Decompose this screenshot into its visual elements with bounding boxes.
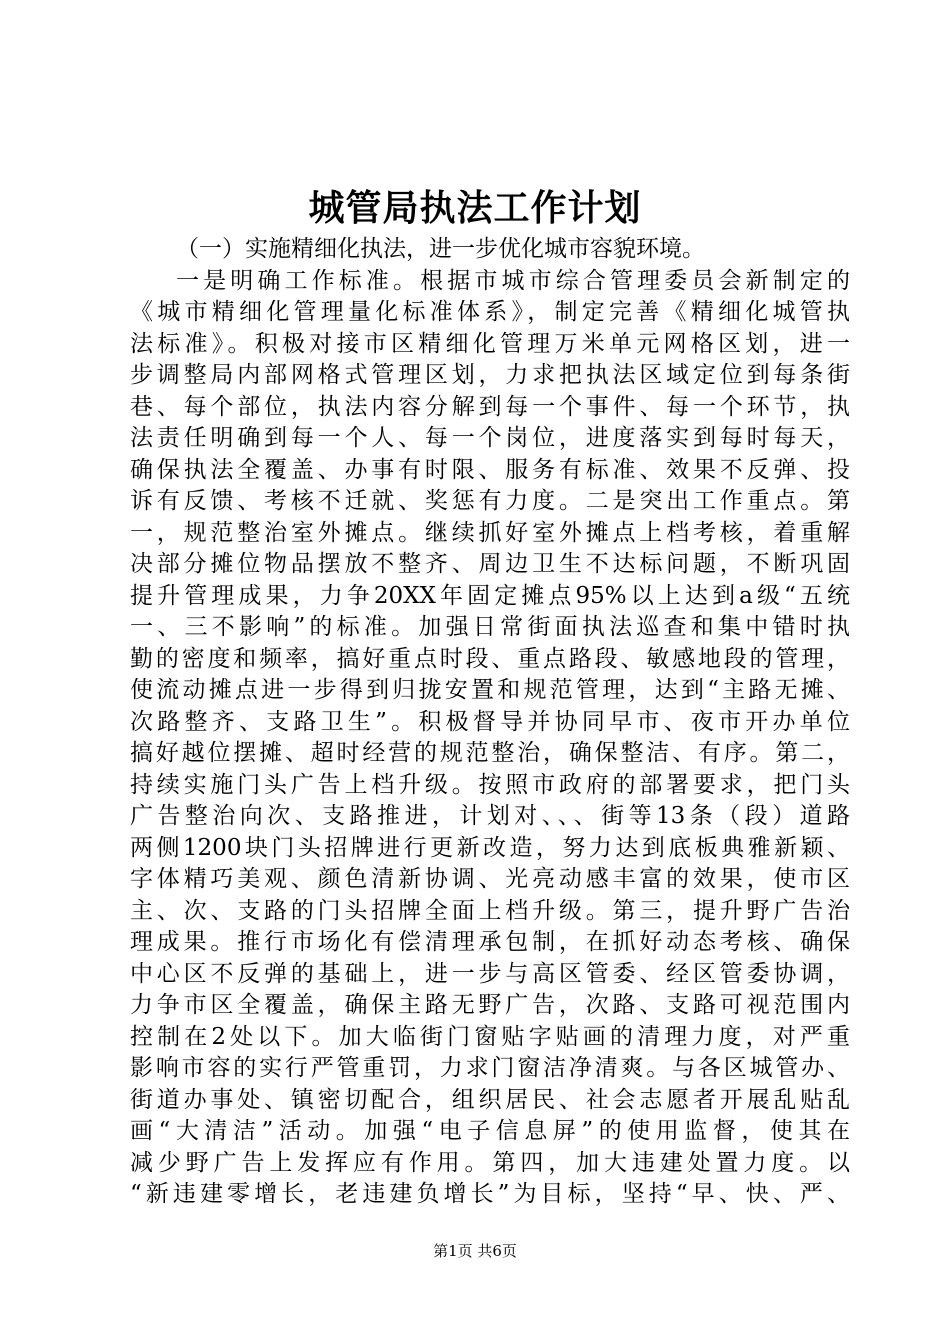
paragraph-line: 巷、每个部位，执法内容分解到每一个事件、每一个环节，执 (130, 393, 850, 420)
paragraph-line: 一、三不影响”的标准。加强日常街面执法巡查和集中错时执 (130, 614, 850, 640)
paragraph-line: 勤的密度和频率，搞好重点时段、重点路段、敏感地段的管理， (130, 645, 850, 672)
paragraph-line: 控制在2处以下。加大临街门窗贴字贴画的清理力度，对严重 (130, 1023, 850, 1050)
paragraph-line: 影响市容的实行严管重罚，力求门窗洁净清爽。与各区城管办、 (130, 1055, 850, 1081)
paragraph-line: 中心区不反弹的基础上，进一步与高区管委、经区管委协调， (130, 960, 850, 987)
page-number-footer: 第1页 共6页 (433, 1242, 517, 1260)
body-text (130, 234, 850, 1211)
paragraph-line: 两侧1200块门头招牌进行更新改造，努力达到底板典雅新颖、 (130, 834, 850, 861)
paragraph-line: 画“大清洁”活动。加强“电子信息屏”的使用监督，使其在 (130, 1118, 850, 1144)
paragraph-line: 理成果。推行市场化有偿清理承包制，在抓好动态考核、确保 (130, 929, 850, 955)
paragraph-line: 确保执法全覆盖、办事有时限、服务有标准、效果不反弹、投 (130, 456, 850, 483)
paragraph-line: 次路整齐、支路卫生”。积极督导并协同早市、夜市开办单位 (130, 708, 850, 735)
paragraph-line: 持续实施门头广告上档升级。按照市政府的部署要求，把门头 (130, 771, 850, 798)
paragraph-line: 搞好越位摆摊、超时经营的规范整治，确保整洁、有序。第二， (130, 740, 850, 766)
paragraph-line: 诉有反馈、考核不迁就、奖惩有力度。二是突出工作重点。第 (130, 488, 850, 514)
paragraph-line: 使流动摊点进一步得到归拢安置和规范管理，达到“主路无摊、 (130, 677, 850, 703)
paragraph-line: 广告整治向次、支路推进，计划对、、、街等13条（段）道路 (130, 803, 850, 829)
page-title: 城管局执法工作计划 (308, 187, 642, 229)
paragraph-line: 字体精巧美观、颜色清新协调、光亮动感丰富的效果，使市区 (130, 866, 850, 892)
paragraph-line: 法标准》。积极对接市区精细化管理万米单元网格区划，进一 (130, 330, 850, 357)
paragraph-line: 减少野广告上发挥应有作用。第四，加大违建处置力度。以 (130, 1149, 850, 1176)
paragraph-line: 决部分摊位物品摆放不整齐、周边卫生不达标问题，不断巩固 (130, 551, 850, 577)
paragraph-line: 力争市区全覆盖，确保主路无野广告，次路、支路可视范围内 (130, 992, 850, 1018)
paragraph-line: 街道办事处、镇密切配合，组织居民、社会志愿者开展乱贴乱 (130, 1086, 850, 1113)
paragraph-line: 法责任明确到每一个人、每一个岗位，进度落实到每时每天， (130, 425, 850, 451)
paragraph-line: 主、次、支路的门头招牌全面上档升级。第三，提升野广告治 (130, 897, 850, 924)
paragraph-line: 提升管理成果，力争20XX年固定摊点95%以上达到a级“五统 (130, 582, 850, 609)
section-heading: （一）实施精细化执法，进一步优化城市容貌环境。 (176, 236, 705, 262)
paragraph-line: 《城市精细化管理量化标准体系》，制定完善《精细化城管执 (130, 299, 850, 325)
paragraph-line: 一，规范整治室外摊点。继续抓好室外摊点上档考核，着重解 (130, 519, 850, 546)
paragraph-line: “新违建零增长，老违建负增长”为目标，坚持“早、快、严、 (130, 1181, 850, 1207)
paragraph-line: 一是明确工作标准。根据市城市综合管理委员会新制定的 (176, 267, 850, 294)
paragraph-line: 步调整局内部网格式管理区划，力求把执法区域定位到每条街 (130, 362, 850, 388)
